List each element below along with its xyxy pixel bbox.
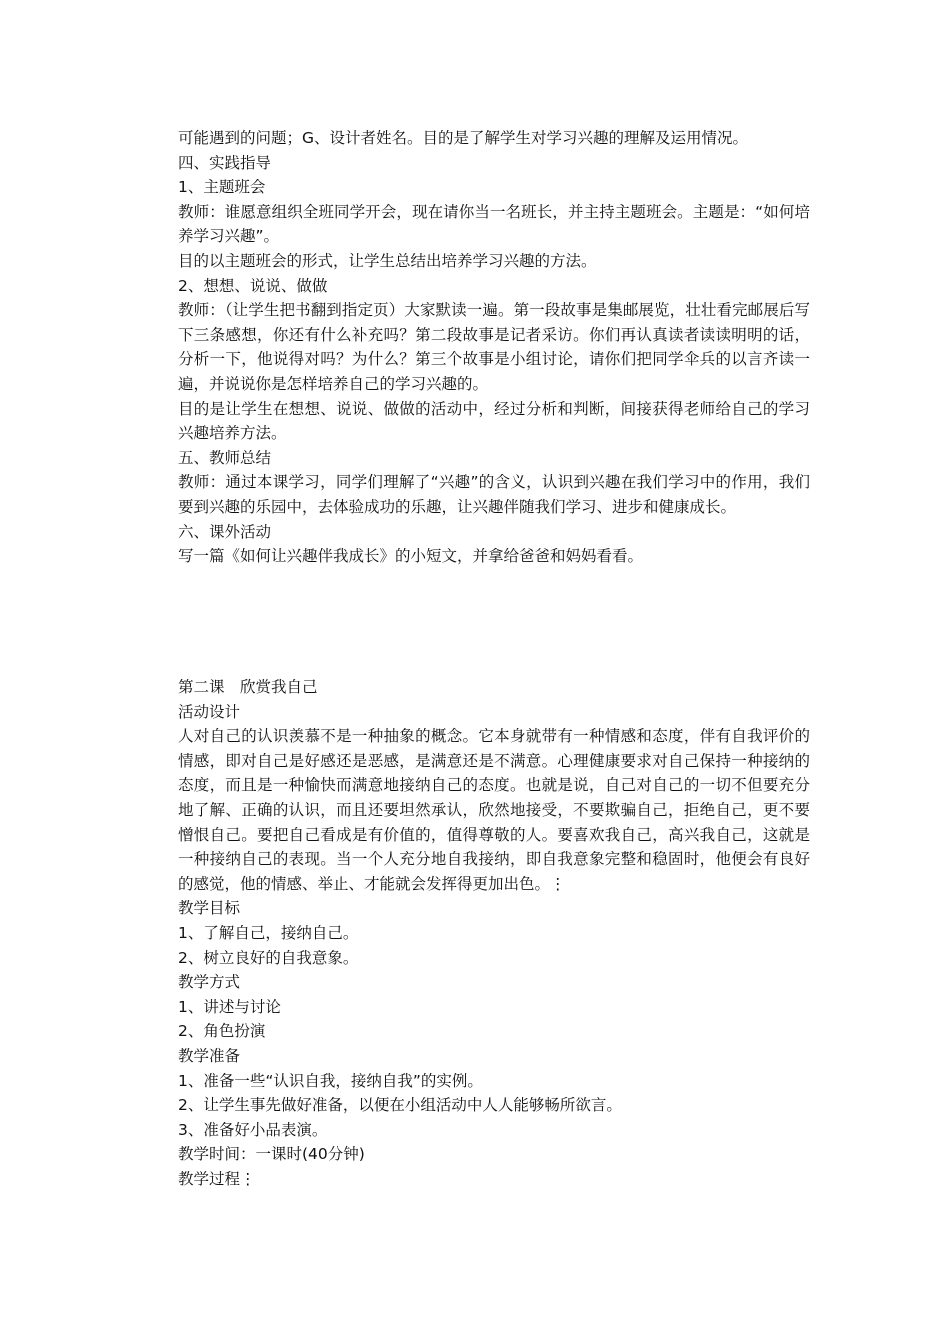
paragraph-evaluation-items: 可能遇到的问题；G、设计者姓名。目的是了解学生对学习兴趣的理解及运用情况。 [178, 129, 749, 147]
list-item-goal-1: 1、了解自己，接纳自己。 [178, 923, 359, 942]
lesson-one-continuation [178, 126, 810, 569]
lesson-title: 第二课 欣赏我自己 [178, 678, 318, 696]
heading-practice-guidance: 四、实践指导 [178, 153, 272, 172]
paragraph-think-say-do-purpose: 目的是让学生在想想、说说、做做的活动中，经过分析和判断，间接获得老师给自己的学习兴趣培养方法。 [178, 399, 810, 443]
paragraph-teacher-class-meeting: 教师：谁愿意组织全班同学开会，现在请你当一名班长，并主持主题班会。主题是：“如何培养学习兴趣”。 [178, 202, 810, 246]
lesson-two [178, 675, 810, 1191]
heading-teaching-methods: 教学方式 [178, 973, 241, 992]
heading-teaching-goals: 教学目标 [178, 899, 241, 918]
list-item-method-2: 2、角色扮演 [178, 1022, 266, 1041]
list-item-method-1: 1、讲述与讨论 [178, 997, 281, 1016]
list-item-goal-2: 2、树立良好的自我意象。 [178, 948, 359, 967]
subheading-class-meeting: 1、主题班会 [178, 178, 266, 197]
heading-extracurricular: 六、课外活动 [178, 522, 272, 541]
paragraph-class-meeting-purpose: 目的以主题班会的形式，让学生总结出培养学习兴趣的方法。 [178, 251, 597, 270]
paragraph-teacher-summary: 教师：通过本课学习，同学们理解了“兴趣”的含义，认识到兴趣在我们学习中的作用，我们要到兴趣的乐园中，去体验成功的乐趣，让兴趣伴随我们学习、进步和健康成长。 [178, 473, 810, 516]
paragraph-activity-design: 人对自己的认识羡慕不是一种抽象的概念。它本身就带有一种情感和态度，伴有自我评价的情感，即对自己是好感还是恶感，是满意还是不满意。心理健康要求对自己保持一种接纳的态度，而且是一种愉快而满意地接纳自己的态度。也就是说，自己对自己的一切不但要充分地了解、正确的认识，而且还要坦然承认，欣然地接受，不要欺骗自己，拒绝自己，更不要憎恨自己。要把自己看成是有价值的，值得尊敬的人。要喜欢我自己，高兴我自己，这就是一种接纳自己的表现。当一个人充分地自我接纳，即自我意象完整和稳固时，他便会有良好的感觉，他的情感、举止、才能就会发挥得更加出色。⋮ [178, 727, 810, 893]
heading-teaching-preparation: 教学准备 [178, 1046, 241, 1065]
paragraph-teacher-stories: 教师：（让学生把书翻到指定页）大家默读一遍。第一段故事是集邮展览，壮壮看完邮展后写下三条感想，你还有什么补充吗？第二段故事是记者采访。你们再认真读者读读明明的话，分析一下，他说得对吗？为什么？第三个故事是小组讨论，请你们把同学伞兵的以言齐读一遍，并说说你是怎样培养自己的学习兴趣的。 [178, 301, 810, 393]
list-item-prep-1: 1、准备一些“认识自我，接纳自我”的实例。 [178, 1071, 483, 1090]
heading-teacher-summary: 五、教师总结 [178, 448, 272, 467]
teaching-time: 教学时间：一课时(40分钟) [178, 1145, 365, 1164]
subheading-think-say-do: 2、想想、说说、做做 [178, 276, 328, 295]
heading-teaching-process: 教学过程⋮ [178, 1169, 256, 1188]
heading-activity-design: 活动设计 [178, 702, 241, 721]
paragraph-extracurricular: 写一篇《如何让兴趣伴我成长》的小短文，并拿给爸爸和妈妈看看。 [178, 547, 644, 566]
list-item-prep-2: 2、让学生事先做好准备，以便在小组活动中人人能够畅所欲言。 [178, 1096, 622, 1115]
list-item-prep-3: 3、准备好小品表演。 [178, 1120, 328, 1139]
